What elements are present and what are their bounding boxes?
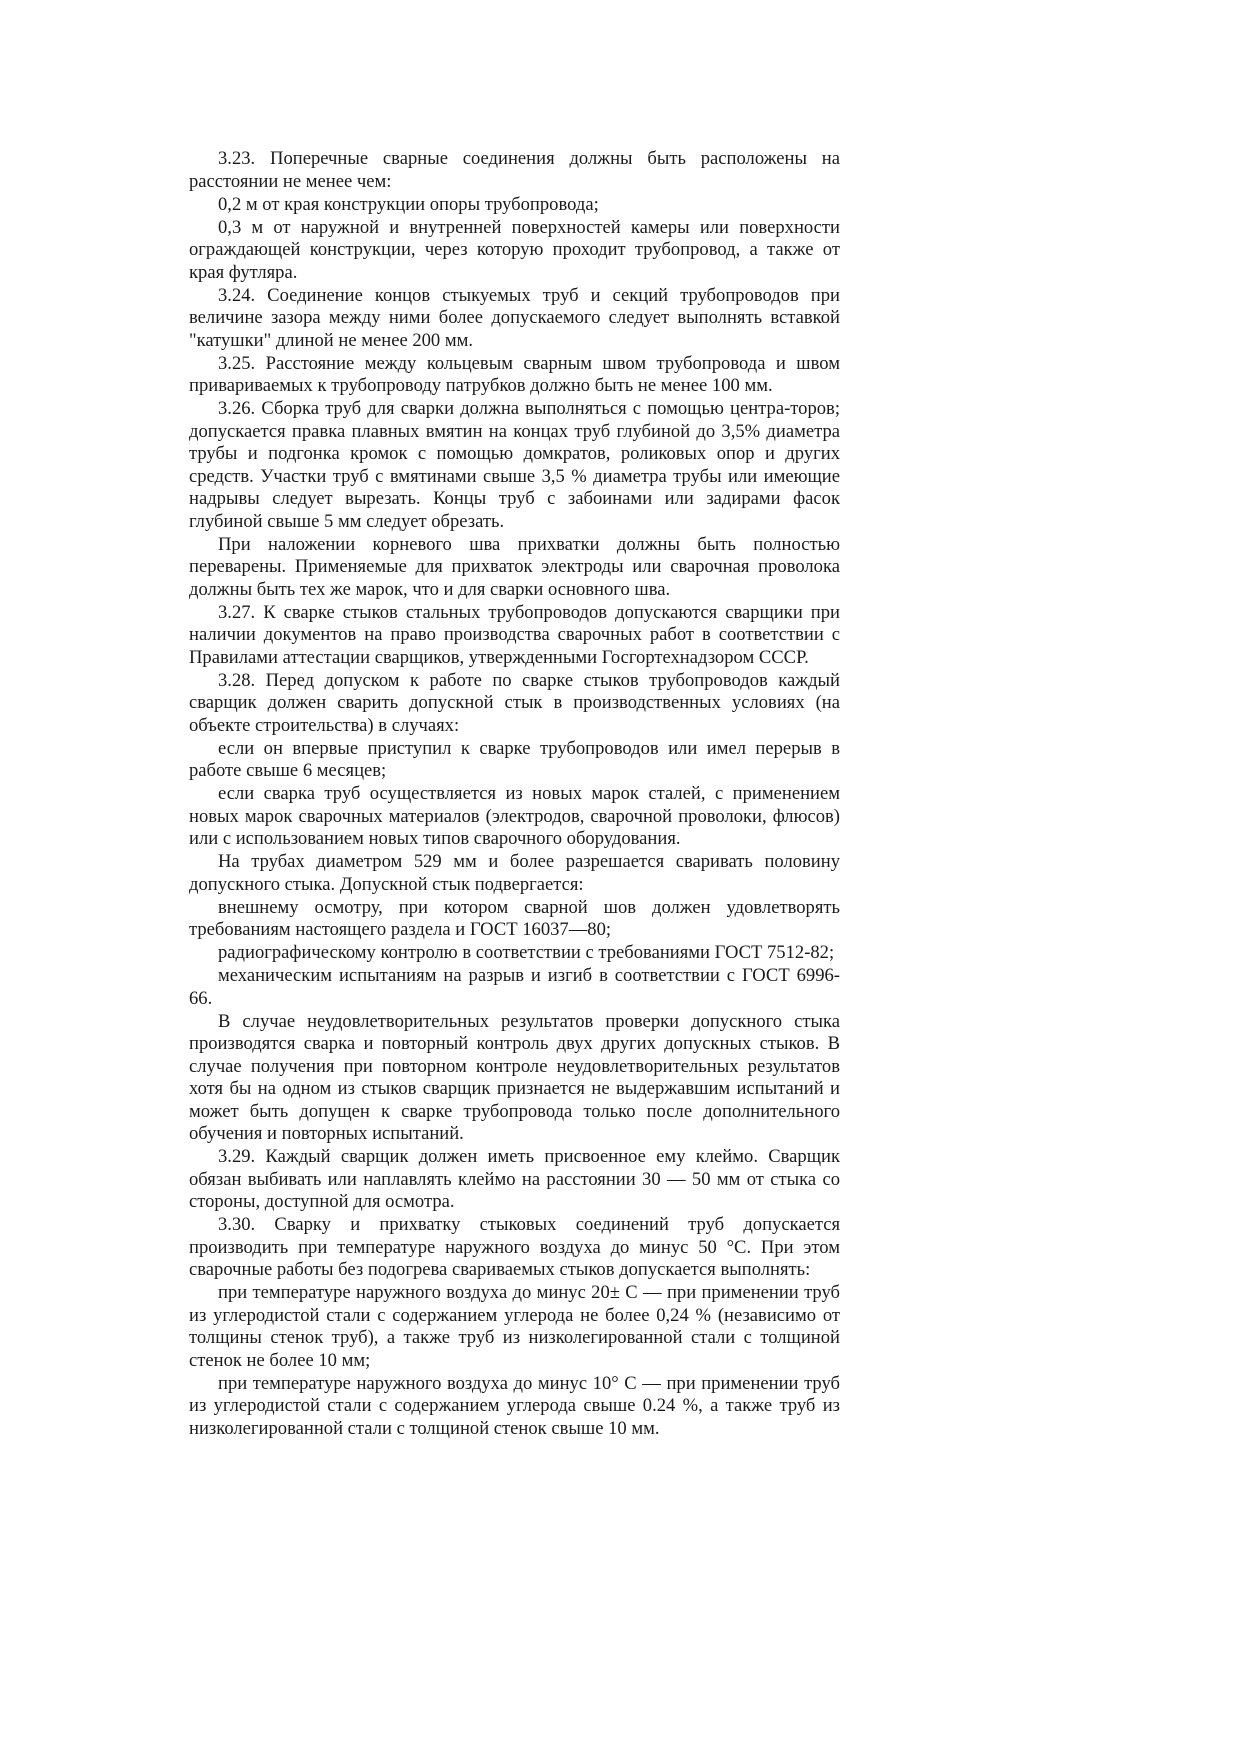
paragraph-3-23: 3.23. Поперечные сварные соединения должны быть расположены на расстоянии не менее чем: [189,148,840,192]
paragraph-3-28-case-2: если сварка труб осуществляется из новых марок сталей, с применением новых марок сварочных материалов (электродов, сварочной проволоки, флюсов) или с использованием новых типов сварочного оборудования. [189,783,840,849]
paragraph-3-28: 3.28. Перед допуском к работе по сварке стыков трубопроводов каждый сварщик должен сварить допускной стык в производственных условиях (на объекте строительства) в случаях: [189,669,840,736]
paragraph-3-28-visual-inspection: внешнему осмотру, при котором сварной шов должен удовлетворять требованиям настоящего раздела и ГОСТ 16037—80; [189,896,840,940]
document-page [189,148,840,1441]
paragraph-3-28-pipes-529: На трубах диаметром 529 мм и более разрешается сваривать половину допускного стыка. Допускной стык подвергается: [189,851,840,895]
paragraph-3-30-minus-20: при температуре наружного воздуха до минус 20± С — при применении труб из углеродистой стали с содержанием углерода не более 0,24 % (независимо от толщины стенок труб), а также труб из низколегированной стали с толщиной стенок не более 10 мм; [189,1282,840,1371]
paragraph-3-28-radiography: радиографическому контролю в соответствии с требованиями ГОСТ 7512-82; [218,942,835,963]
paragraph-3-27: 3.27. К сварке стыков стальных трубопроводов допускаются сварщики при наличии документов на право производства сварочных работ в соответствии с Правилами аттестации сварщиков, утвержденными Госгортехнадзором СССР. [189,601,840,668]
paragraph-3-26: 3.26. Сборка труб для сварки должна выполняться с помощью центра-торов; допускается правка плавных вмятин на концах труб глубиной до 3,5% диаметра трубы и подгонка кромок с помощью домкратов, роликовых опор и других средств. Участки труб с вмятинами свыше 3,5 % диаметра трубы или имеющие надрывы следует вырезать. Концы труб с забоинами или задирами фасок глубиной свыше 5 мм следует обрезать. [189,398,840,532]
paragraph-3-28-case-1: если он впервые приступил к сварке трубопроводов или имел перерыв в работе свыше 6 месяцев; [189,737,840,781]
paragraph-3-30-minus-10: при температуре наружного воздуха до минус 10° С — при применении труб из углеродистой стали с содержанием углерода свыше 0.24 %, а также труб из низколегированной стали с толщиной стенок свыше 10 мм. [189,1372,840,1439]
paragraph-3-24: 3.24. Соединение концов стыкуемых труб и секций трубопроводов при величине зазора между ними более допускаемого следует выполнять вставкой "катушки" длиной не менее 200 мм. [189,284,840,351]
paragraph-3-26-root-weld: При наложении корневого шва прихватки должны быть полностью переварены. Применяемые для прихваток электроды или сварочная проволока должны быть тех же марок, что и для сварки основного шва. [189,533,840,600]
paragraph-3-29: 3.29. Каждый сварщик должен иметь присвоенное ему клеймо. Сварщик обязан выбивать или наплавлять клеймо на расстоянии 30 — 50 мм от стыка со стороны, доступной для осмотра. [189,1146,840,1212]
paragraph-3-23-item-2: 0,3 м от наружной и внутренней поверхностей камеры или поверхности ограждающей конструкции, через которую проходит трубопровод, а также от края футляра. [189,216,840,283]
paragraph-3-28-mechanical-tests: механическим испытаниям на разрыв и изгиб в соответствии с ГОСТ 6996-66. [189,965,840,1009]
paragraph-3-28-failure: В случае неудовлетворительных результатов проверки допускного стыка производятся сварка и повторный контроль двух других допускных стыков. В случае получения при повторном контроле неудовлетворительных результатов хотя бы на одном из стыков сварщик признается не выдержавшим испытаний и может быть допущен к сварке трубопровода только после дополнительного обучения и повторных испытаний. [189,1010,840,1144]
paragraph-3-23-item-1: 0,2 м от края конструкции опоры трубопровода; [218,193,599,215]
paragraph-3-25: 3.25. Расстояние между кольцевым сварным швом трубопровода и швом привариваемых к трубопроводу патрубков должно быть не менее 100 мм. [189,352,840,396]
paragraph-3-30: 3.30. Сварку и прихватку стыковых соединений труб допускается производить при температуре наружного воздуха до минус 50 °С. При этом сварочные работы без подогрева свариваемых стыков допускается выполнять: [189,1214,840,1280]
